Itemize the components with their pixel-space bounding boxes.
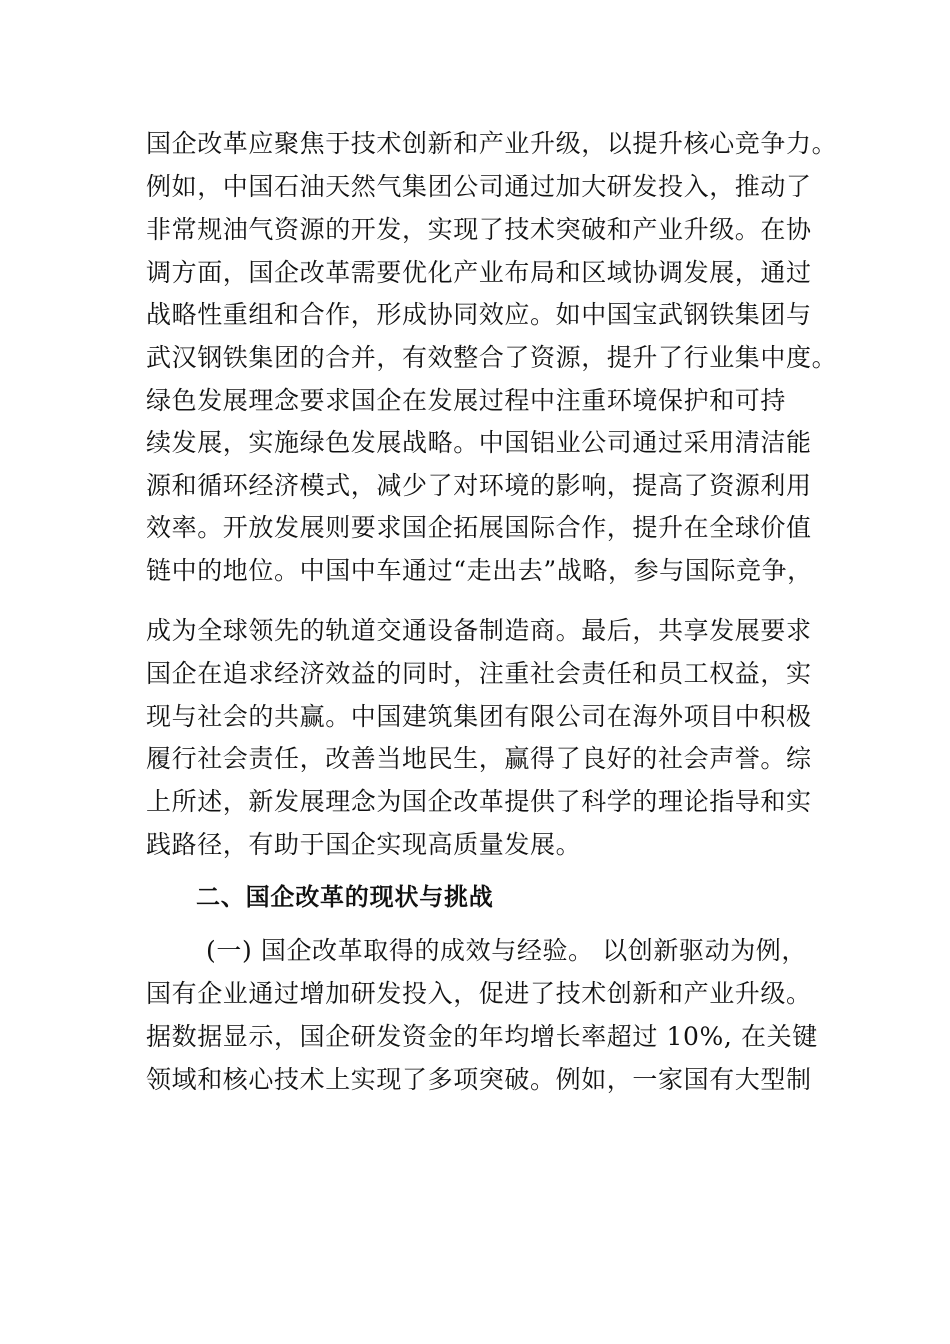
- paragraph-line: 上所述，新发展理念为国企改革提供了科学的理论指导和实: [146, 787, 812, 816]
- paragraph-line: 国企改革应聚焦于技术创新和产业升级，以提升核心竞争力。: [146, 129, 838, 158]
- paragraph-line: 据数据显示，国企研发资金的年均增长率超过 10%, 在关键: [146, 1022, 818, 1051]
- paragraph-line: 绿色发展理念要求国企在发展过程中注重环境保护和可持: [146, 386, 787, 415]
- paragraph-line: 战略性重组和合作，形成协同效应。如中国宝武钢铁集团与: [146, 300, 812, 329]
- paragraph-line: 国企在追求经济效益的同时，注重社会责任和员工权益，实: [146, 659, 812, 688]
- paragraph-line: 续发展，实施绿色发展战略。中国铝业公司通过采用清洁能: [146, 428, 812, 457]
- paragraph-line: 履行社会责任，改善当地民生，赢得了良好的社会声誉。综: [146, 744, 812, 773]
- paragraph-line: 源和循环经济模式，减少了对环境的影响，提高了资源利用: [146, 471, 812, 500]
- paragraph-line: 践路径，有助于国企实现高质量发展。: [146, 830, 582, 859]
- paragraph-line: 武汉钢铁集团的合并，有效整合了资源，提升了行业集中度。: [146, 343, 838, 372]
- paragraph-line: 非常规油气资源的开发，实现了技术突破和产业升级。在协: [146, 215, 812, 244]
- paragraph-line: 效率。开放发展则要求国企拓展国际合作，提升在全球价值: [146, 513, 812, 542]
- paragraph-line: 例如，中国石油天然气集团公司通过加大研发投入，推动了: [146, 172, 812, 201]
- paragraph-line: (一) 国企改革取得的成效与经验。 以创新驱动为例，: [206, 936, 808, 965]
- section-heading: 二、国企改革的现状与挑战: [196, 883, 494, 911]
- paragraph-line: 链中的地位。中国中车通过“走出去”战略，参与国际竞争，: [146, 556, 813, 585]
- paragraph-line: 成为全球领先的轨道交通设备制造商。最后，共享发展要求: [146, 616, 812, 645]
- paragraph-line: 领域和核心技术上实现了多项突破。例如，一家国有大型制: [146, 1065, 812, 1094]
- paragraph-line: 国有企业通过增加研发投入，促进了技术创新和产业升级。: [146, 979, 812, 1008]
- paragraph-line: 调方面，国企改革需要优化产业布局和区域协调发展，通过: [146, 258, 812, 287]
- paragraph-line: 现与社会的共赢。中国建筑集团有限公司在海外项目中积极: [146, 702, 812, 731]
